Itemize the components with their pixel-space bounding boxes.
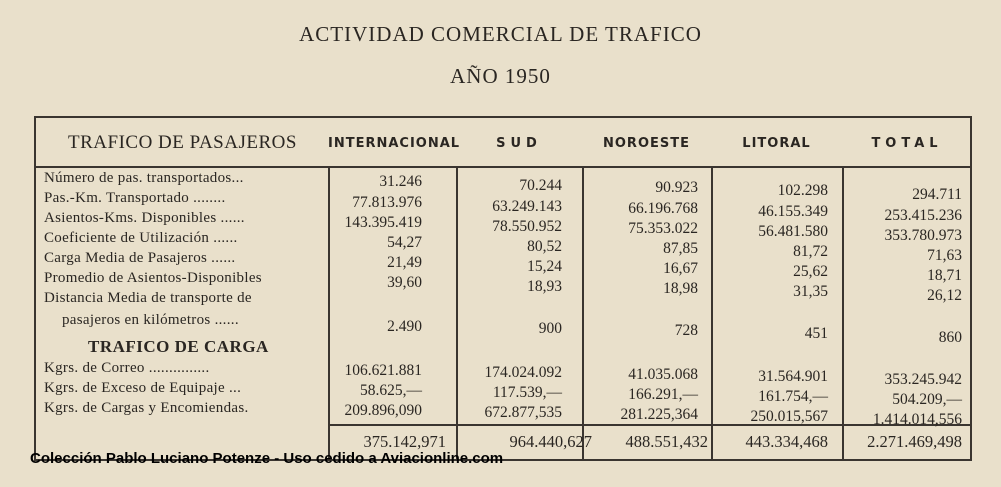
- column-header-sud: SUD: [496, 136, 542, 151]
- cell-value: 80,52: [527, 238, 562, 255]
- header-divider: [36, 166, 970, 168]
- column-divider: [711, 168, 713, 459]
- row-label: Carga Media de Pasajeros ......: [44, 250, 236, 266]
- column-header-litoral: LITORAL: [742, 136, 811, 151]
- cell-value: 71,63: [927, 247, 962, 264]
- cell-value: 63.249.143: [492, 198, 562, 215]
- cell-value: 504.209,—: [892, 391, 962, 408]
- cell-value: 253.415.236: [884, 207, 962, 224]
- cell-value: 66.196.768: [628, 200, 698, 217]
- credit-watermark: Colección Pablo Luciano Potenze - Uso cedido a Aviacionline.com: [30, 450, 504, 467]
- cell-value: 1.414.014,556: [872, 411, 962, 428]
- cell-value: 46.155.349: [758, 203, 828, 220]
- total-value: 2.271.469,498: [867, 432, 962, 451]
- cell-value: 31.564.901: [758, 368, 828, 385]
- cell-value: 451: [804, 325, 828, 342]
- row-label: Kgrs. de Exceso de Equipaje ...: [44, 380, 242, 396]
- total-value: 488.551,432: [625, 432, 708, 451]
- cell-value: 672.877,535: [484, 404, 562, 421]
- cell-value: 25,62: [793, 263, 828, 280]
- cell-value: 353.245.942: [884, 371, 962, 388]
- column-divider: [582, 168, 584, 459]
- row-label: Asientos-Kms. Disponibles ......: [44, 210, 245, 226]
- cell-value: 31.246: [379, 173, 422, 190]
- cell-value: 26,12: [927, 287, 962, 304]
- cell-value: 209.896,090: [344, 402, 422, 419]
- cell-value: 2.490: [387, 318, 422, 335]
- cell-value: 54,27: [387, 234, 422, 251]
- cell-value: 16,67: [663, 260, 698, 277]
- cell-value: 161.754,—: [758, 388, 828, 405]
- cell-value: 41.035.068: [628, 366, 698, 383]
- cell-value: 117.539,—: [492, 384, 562, 401]
- section-heading-cargo: TRAFICO DE CARGA: [88, 337, 269, 356]
- cell-value: 90.923: [655, 179, 698, 196]
- cell-value: 81,72: [793, 243, 828, 260]
- row-label: Promedio de Asientos-Disponibles: [44, 270, 262, 286]
- cell-value: 728: [674, 322, 698, 339]
- column-header-total: TOTAL: [871, 136, 943, 151]
- cell-value: 75.353.022: [628, 220, 698, 237]
- cell-value: 18,93: [527, 278, 562, 295]
- cell-value: 39,60: [387, 274, 422, 291]
- total-value: 443.334,468: [745, 432, 828, 451]
- cell-value: 18,98: [663, 280, 698, 297]
- column-header-internacional: INTERNACIONAL: [328, 136, 461, 151]
- cell-value: 166.291,—: [628, 386, 698, 403]
- column-divider: [328, 168, 330, 459]
- cell-value: 174.024.092: [484, 364, 562, 381]
- row-label: Pas.-Km. Transportado ........: [44, 190, 226, 206]
- cell-value: 294.711: [912, 186, 962, 203]
- cell-value: 281.225,364: [620, 406, 698, 423]
- cell-value: 70.244: [519, 177, 562, 194]
- row-label: Distancia Media de transporte de: [44, 290, 252, 306]
- section-heading-passengers: TRAFICO DE PASAJEROS: [68, 132, 297, 153]
- total-value: 375.142,971: [363, 432, 446, 451]
- cell-value: 143.395.419: [344, 214, 422, 231]
- cell-value: 106.621.881: [344, 362, 422, 379]
- cell-value: 900: [538, 320, 562, 337]
- cell-value: 18,71: [927, 267, 962, 284]
- cell-value: 860: [938, 329, 962, 346]
- cell-value: 21,49: [387, 254, 422, 271]
- row-label-continued: pasajeros en kilómetros ......: [62, 312, 239, 328]
- row-label: Kgrs. de Correo ...............: [44, 360, 210, 376]
- cell-value: 87,85: [663, 240, 698, 257]
- cell-value: 78.550.952: [492, 218, 562, 235]
- column-divider: [842, 168, 844, 459]
- cell-value: 353.780.973: [884, 227, 962, 244]
- column-divider: [456, 168, 458, 459]
- row-label: Kgrs. de Cargas y Encomiendas.: [44, 400, 249, 416]
- cell-value: 56.481.580: [758, 223, 828, 240]
- page-title: ACTIVIDAD COMERCIAL DE TRAFICO: [299, 22, 702, 46]
- cell-value: 77.813.976: [352, 194, 422, 211]
- cell-value: 250.015,567: [750, 408, 828, 425]
- cell-value: 15,24: [527, 258, 562, 275]
- cell-value: 102.298: [777, 182, 828, 199]
- total-value: 964.440,627: [509, 432, 592, 451]
- cell-value: 31,35: [793, 283, 828, 300]
- traffic-table: [34, 116, 972, 461]
- row-label: Coeficiente de Utilización ......: [44, 230, 238, 246]
- cell-value: 58.625,—: [360, 382, 422, 399]
- column-header-noroeste: NOROESTE: [603, 136, 690, 151]
- row-label: Número de pas. transportados...: [44, 170, 244, 186]
- page-subtitle: AÑO 1950: [450, 64, 551, 88]
